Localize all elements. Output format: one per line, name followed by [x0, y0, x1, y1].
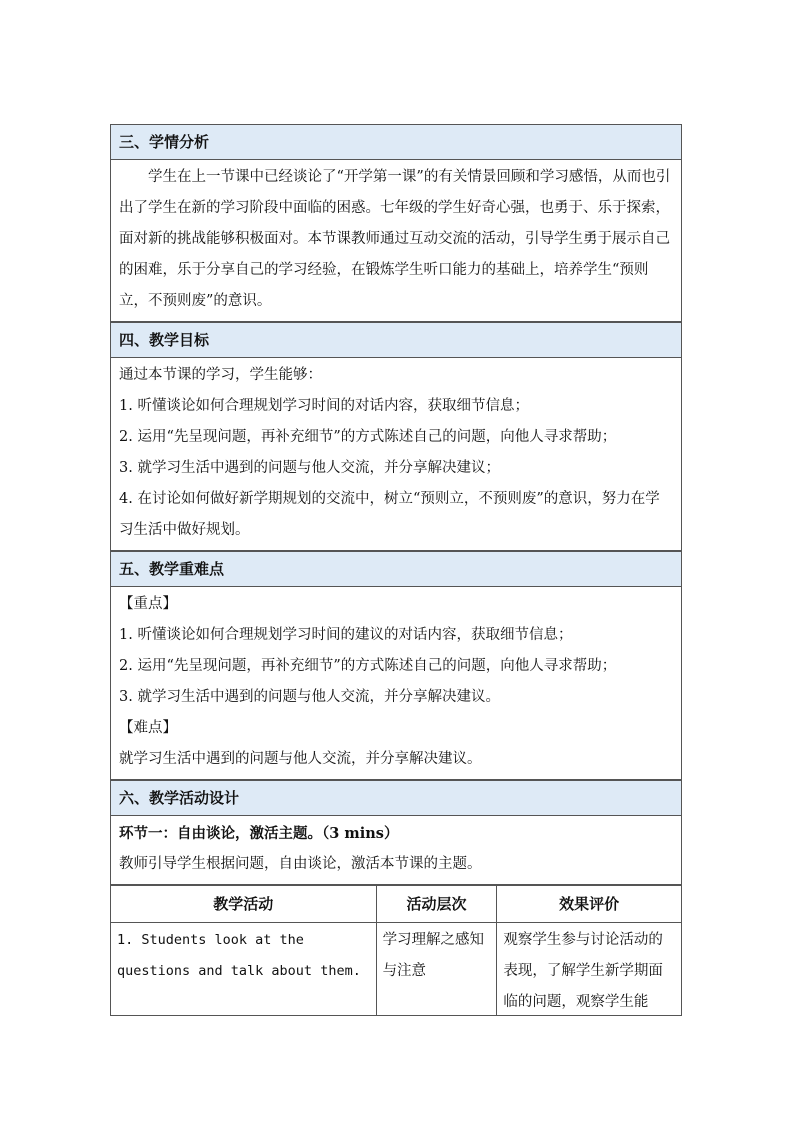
column-header-evaluation: 效果评价: [497, 886, 682, 923]
section-body: [111, 358, 681, 551]
section-body: [111, 816, 681, 885]
key-label: 【重点】: [119, 596, 177, 612]
section-learner-analysis: [110, 124, 682, 322]
stage-title: 环节一：自由谈论，激活主题。（3 mins）: [119, 825, 399, 842]
section-body: [111, 160, 681, 322]
table-row: [111, 923, 682, 1016]
list-item: 3. 就学习生活中遇到的问题与他人交流，并分享解决建议。: [119, 689, 500, 705]
section-objectives: [110, 322, 682, 551]
activity-cell: 1. Students look at the questions and talk about them.: [111, 923, 377, 1016]
stage-description: 教师引导学生根据问题，自由谈论，激活本节课的主题。: [119, 856, 482, 872]
section-title: 四、教学目标: [111, 323, 681, 358]
evaluation-text: 观察学生参与讨论活动的表现，了解学生新学期面临的问题，观察学生能: [503, 932, 663, 1010]
section-body: [111, 587, 681, 780]
section-activity-design: [110, 780, 682, 885]
list-item: 1. 听懂谈论如何合理规划学习时间的对话内容，获取细节信息；: [119, 398, 529, 414]
section-title: 五、教学重难点: [111, 552, 681, 587]
table-header-row: [111, 886, 682, 923]
list-item: 1. 听懂谈论如何合理规划学习时间的建议的对话内容，获取细节信息；: [119, 627, 573, 643]
difficulty-text: 就学习生活中遇到的问题与他人交流，并分享解决建议。: [119, 751, 482, 767]
level-cell: 学习理解之感知与注意: [376, 923, 497, 1016]
list-item: 2. 运用“先呈现问题，再补充细节”的方式陈述自己的问题，向他人寻求帮助；: [119, 429, 617, 445]
section-key-points: [110, 551, 682, 780]
section-title: 六、教学活动设计: [111, 781, 681, 816]
column-header-level: 活动层次: [376, 886, 497, 923]
difficulty-label: 【难点】: [119, 720, 177, 736]
list-item: 3. 就学习生活中遇到的问题与他人交流，并分享解决建议；: [119, 460, 500, 476]
list-item: 4. 在讨论如何做好新学期规划的交流中，树立“预则立，不预则废”的意识，努力在学习生活中做好规划。: [119, 491, 660, 538]
section-title: 三、学情分析: [111, 125, 681, 160]
paragraph: 学生在上一节课中已经谈论了“开学第一课”的有关情景回顾和学习感悟，从而也引出了学生在新的学习阶段中面临的困惑。七年级的学生好奇心强，也勇于、乐于探索，面对新的挑战能够积极面对。本节课教师通过互动交流的活动，引导学生勇于展示自己的困难，乐于分享自己的学习经验，在锻炼学生听口能力的基础上，培养学生“预则立，不预则废”的意识。: [119, 169, 671, 309]
column-header-activity: 教学活动: [111, 886, 377, 923]
lesson-plan-page: [110, 124, 682, 1016]
activity-table: [110, 885, 682, 1016]
evaluation-cell: [497, 923, 682, 1016]
objectives-intro: 通过本节课的学习，学生能够：: [119, 367, 322, 383]
list-item: 2. 运用“先呈现问题，再补充细节”的方式陈述自己的问题，向他人寻求帮助；: [119, 658, 617, 674]
